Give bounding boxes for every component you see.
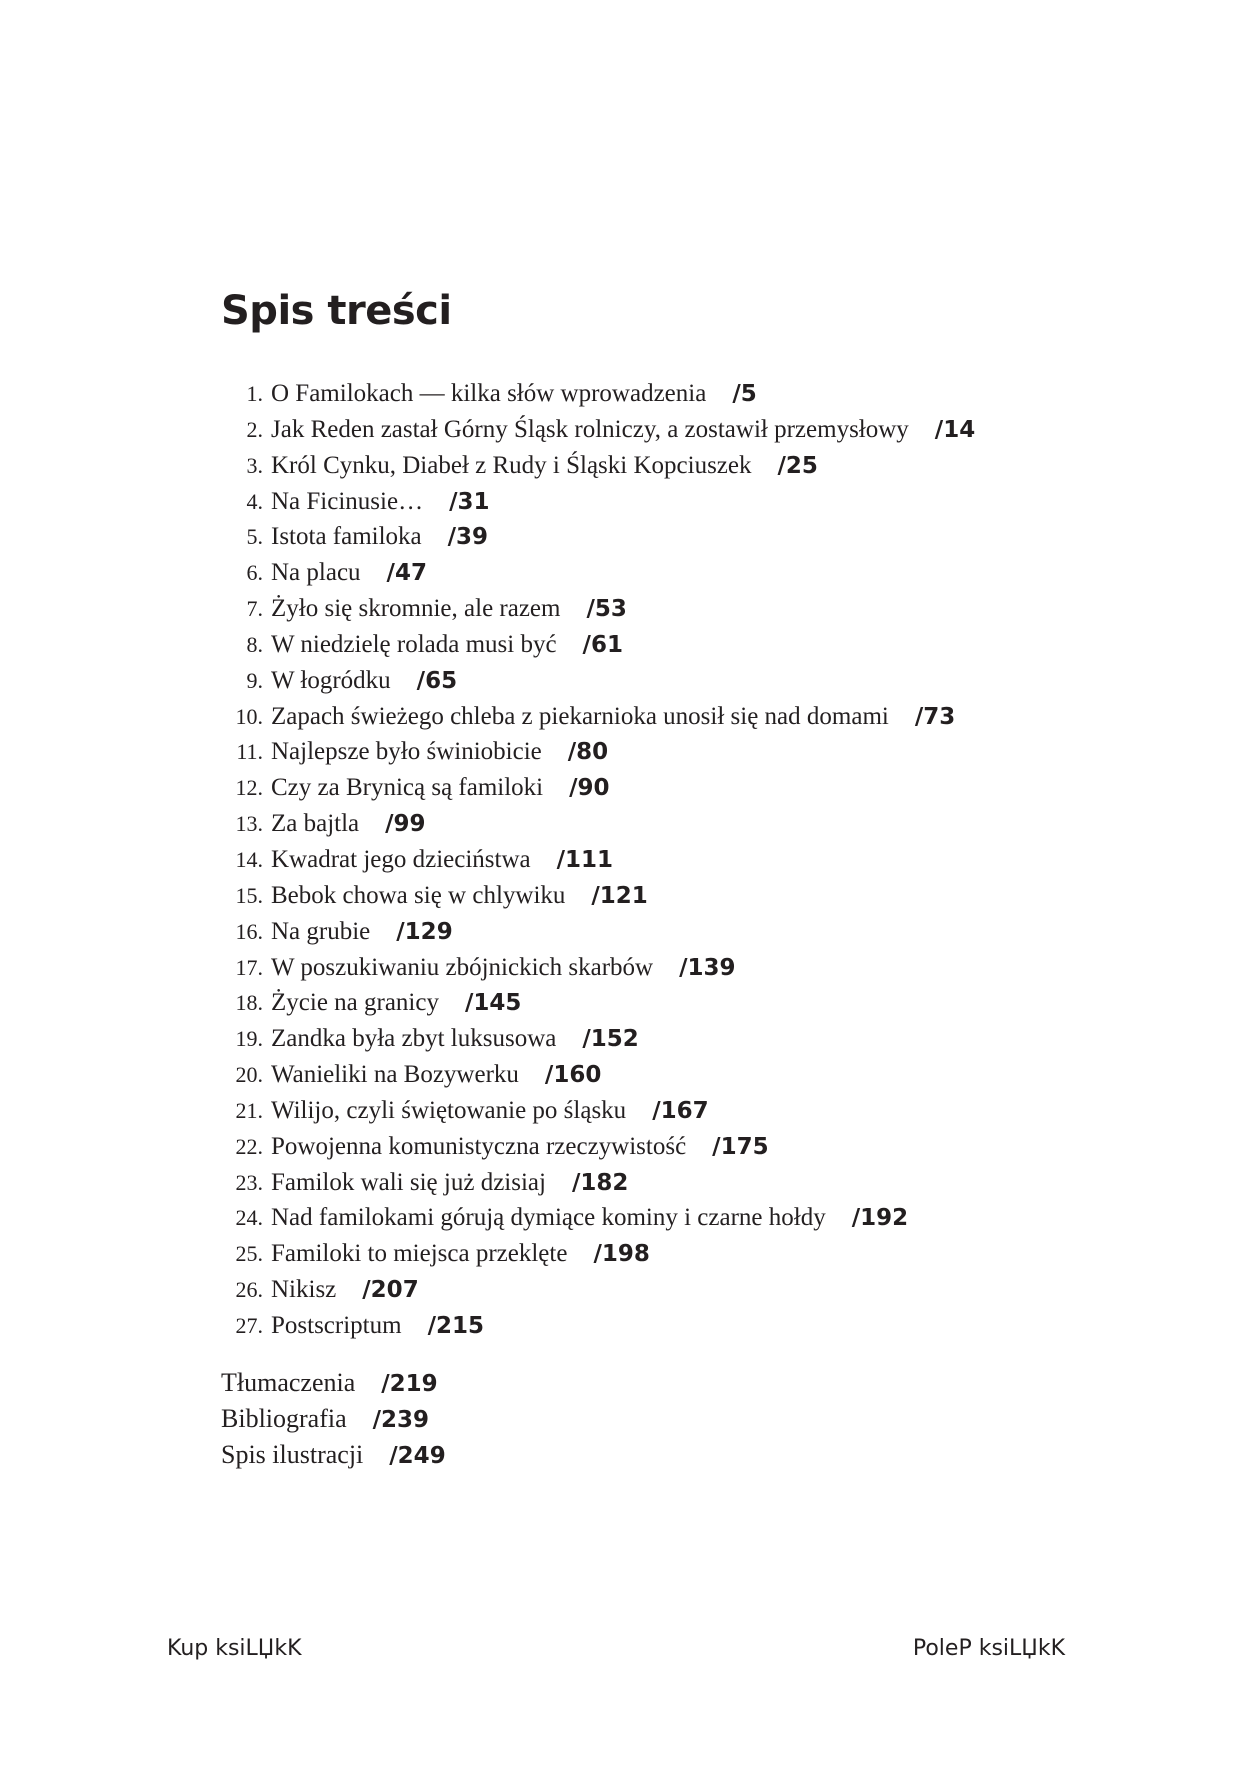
toc-entry — [221, 663, 1121, 699]
toc-entry — [221, 1308, 1121, 1344]
toc-entry-title: Najlepsze było świniobicie — [271, 738, 542, 766]
toc-entry-number: 24. — [235, 1205, 263, 1231]
toc-entry — [221, 950, 1121, 986]
toc-entry-number: 7. — [246, 596, 263, 622]
toc-entry-title: Zandka była zbyt luksusowa — [271, 1025, 557, 1053]
toc-entry-number: 5. — [246, 524, 263, 550]
toc-entry-number: 17. — [235, 954, 263, 980]
toc-entry-title: Nad familokami górują dymiące kominy i czarne hołdy — [271, 1204, 826, 1232]
toc-entry-title: Istota familoka — [271, 523, 422, 551]
toc-entry-page: /14 — [934, 416, 976, 443]
toc-entry-page: /167 — [652, 1097, 709, 1124]
toc-entry — [221, 1093, 1121, 1129]
toc-entry-title: Nikisz — [271, 1276, 337, 1304]
toc-entry — [221, 985, 1121, 1021]
back-matter-entry — [221, 1401, 446, 1437]
toc-entry-number: 4. — [246, 488, 263, 514]
toc-entry-number: 16. — [235, 918, 263, 944]
toc-entry-page: /5 — [732, 381, 757, 407]
back-matter-title: Tłumaczenia — [221, 1368, 356, 1397]
footer-right-link[interactable]: PoleP ksiLЏkK — [912, 1636, 1065, 1661]
table-of-contents — [221, 376, 1121, 1344]
toc-entry — [221, 412, 1121, 448]
toc-entry — [221, 1200, 1121, 1236]
back-matter-list — [221, 1365, 446, 1473]
toc-entry-page: /111 — [556, 846, 614, 873]
toc-entry — [221, 1057, 1121, 1093]
toc-entry — [221, 627, 1121, 663]
toc-entry-number: 27. — [235, 1312, 263, 1338]
toc-entry-title: Król Cynku, Diabeł z Rudy i Śląski Kopciuszek — [271, 451, 752, 479]
toc-entry — [221, 699, 1121, 735]
toc-entry-number: 12. — [235, 775, 263, 801]
toc-entry-page: /175 — [712, 1133, 769, 1160]
toc-entry-number: 18. — [235, 990, 263, 1016]
toc-entry — [221, 376, 1121, 412]
toc-entry-page: /61 — [582, 631, 623, 658]
back-matter-title: Spis ilustracji — [221, 1440, 364, 1469]
toc-entry-title: Familoki to miejsca przeklęte — [271, 1240, 568, 1268]
toc-entry-title: Zapach świeżego chleba z piekarnioka unosił się nad domami — [271, 702, 889, 730]
toc-entry — [221, 1272, 1121, 1308]
toc-entry — [221, 1165, 1121, 1201]
toc-entry-title: Na Ficinusie… — [271, 487, 424, 515]
toc-entry — [221, 448, 1121, 484]
toc-entry-title: Wilijo, czyli świętowanie po śląsku — [271, 1096, 627, 1124]
back-matter-title: Bibliografia — [221, 1404, 347, 1433]
toc-entry-page: /99 — [385, 811, 426, 838]
toc-entry-number: 13. — [235, 811, 263, 837]
toc-entry — [221, 591, 1121, 627]
toc-entry-page: /121 — [591, 882, 648, 909]
toc-entry-number: 10. — [235, 703, 263, 729]
toc-entry-number: 3. — [246, 452, 263, 478]
footer-left-link[interactable]: Kup ksiLЏkK — [167, 1636, 302, 1661]
toc-entry-number: 11. — [236, 739, 263, 765]
toc-entry-number: 21. — [235, 1097, 263, 1123]
toc-entry-number: 19. — [235, 1026, 263, 1052]
toc-entry — [221, 519, 1121, 555]
toc-entry-page: /47 — [386, 560, 427, 587]
toc-entry-number: 15. — [235, 882, 263, 908]
toc-entry-number: 1. — [246, 381, 263, 406]
toc-entry-page: /73 — [914, 703, 956, 730]
toc-entry-page: /145 — [464, 990, 522, 1017]
toc-entry-number: 20. — [235, 1062, 263, 1088]
toc-entry-number: 8. — [246, 631, 263, 657]
toc-entry-page: /192 — [851, 1205, 909, 1232]
toc-entry-page: /198 — [593, 1241, 650, 1268]
toc-entry — [221, 555, 1121, 591]
toc-entry — [221, 484, 1121, 520]
page-title: Spis treści — [221, 288, 452, 334]
toc-entry — [221, 1021, 1121, 1057]
toc-entry-page: /139 — [679, 954, 736, 981]
toc-entry-page: /160 — [544, 1062, 602, 1089]
toc-entry-number: 26. — [235, 1277, 263, 1303]
toc-entry-title: Postscriptum — [271, 1311, 402, 1339]
toc-entry-title: Żyło się skromnie, ale razem — [271, 595, 561, 623]
back-matter-page: /249 — [389, 1443, 446, 1469]
toc-entry-title: O Familokach — kilka słów wprowadzenia — [271, 380, 707, 407]
toc-entry-title: Za bajtla — [271, 810, 360, 838]
back-matter-page: /219 — [381, 1371, 438, 1397]
toc-entry-title: Wanieliki na Bozywerku — [271, 1061, 519, 1089]
toc-entry — [221, 734, 1121, 770]
toc-entry-page: /207 — [362, 1277, 419, 1304]
back-matter-entry — [221, 1437, 446, 1473]
toc-entry — [221, 1236, 1121, 1272]
toc-entry-title: Życie na granicy — [271, 989, 439, 1017]
toc-entry-number: 2. — [246, 416, 263, 442]
toc-entry — [221, 770, 1121, 806]
toc-entry-number: 25. — [235, 1241, 263, 1267]
toc-entry — [221, 878, 1121, 914]
toc-entry-title: Powojenna komunistyczna rzeczywistość — [271, 1132, 687, 1160]
toc-entry-page: /25 — [777, 452, 818, 479]
toc-entry-page: /80 — [567, 739, 609, 766]
toc-entry-number: 22. — [235, 1133, 263, 1159]
toc-entry-number: 9. — [246, 667, 263, 693]
toc-entry-page: /53 — [586, 596, 627, 623]
toc-entry-page: /152 — [582, 1026, 639, 1053]
toc-entry-title: W poszukiwaniu zbójnickich skarbów — [271, 953, 654, 981]
toc-entry-number: 23. — [235, 1169, 263, 1195]
toc-entry-page: /31 — [449, 488, 490, 515]
toc-entry — [221, 914, 1121, 950]
toc-entry — [221, 842, 1121, 878]
toc-entry-title: Czy za Brynicą są familoki — [271, 774, 544, 802]
toc-entry-number: 6. — [246, 560, 263, 586]
toc-entry-page: /129 — [396, 918, 453, 945]
toc-entry — [221, 806, 1121, 842]
toc-entry-number: 14. — [235, 846, 263, 872]
toc-entry-title: W niedzielę rolada musi być — [271, 630, 557, 658]
toc-entry-page: /90 — [569, 775, 610, 802]
toc-entry-title: Kwadrat jego dzieciństwa — [271, 845, 531, 873]
toc-entry — [221, 1129, 1121, 1165]
back-matter-page: /239 — [372, 1407, 430, 1433]
toc-entry-title: Familok wali się już dzisiaj — [271, 1168, 546, 1196]
toc-entry-page: /215 — [427, 1312, 484, 1339]
toc-entry-title: Na placu — [271, 559, 361, 587]
toc-entry-title: Jak Reden zastał Górny Śląsk rolniczy, a zostawił przemysłowy — [271, 415, 909, 443]
toc-entry-title: Na grubie — [271, 917, 371, 945]
toc-entry-page: /182 — [571, 1169, 629, 1196]
back-matter-entry — [221, 1365, 446, 1401]
toc-entry-page: /65 — [416, 667, 458, 694]
toc-entry-title: Bebok chowa się w chlywiku — [271, 881, 566, 909]
toc-entry-page: /39 — [447, 524, 489, 551]
toc-entry-title: W łogródku — [271, 666, 391, 694]
